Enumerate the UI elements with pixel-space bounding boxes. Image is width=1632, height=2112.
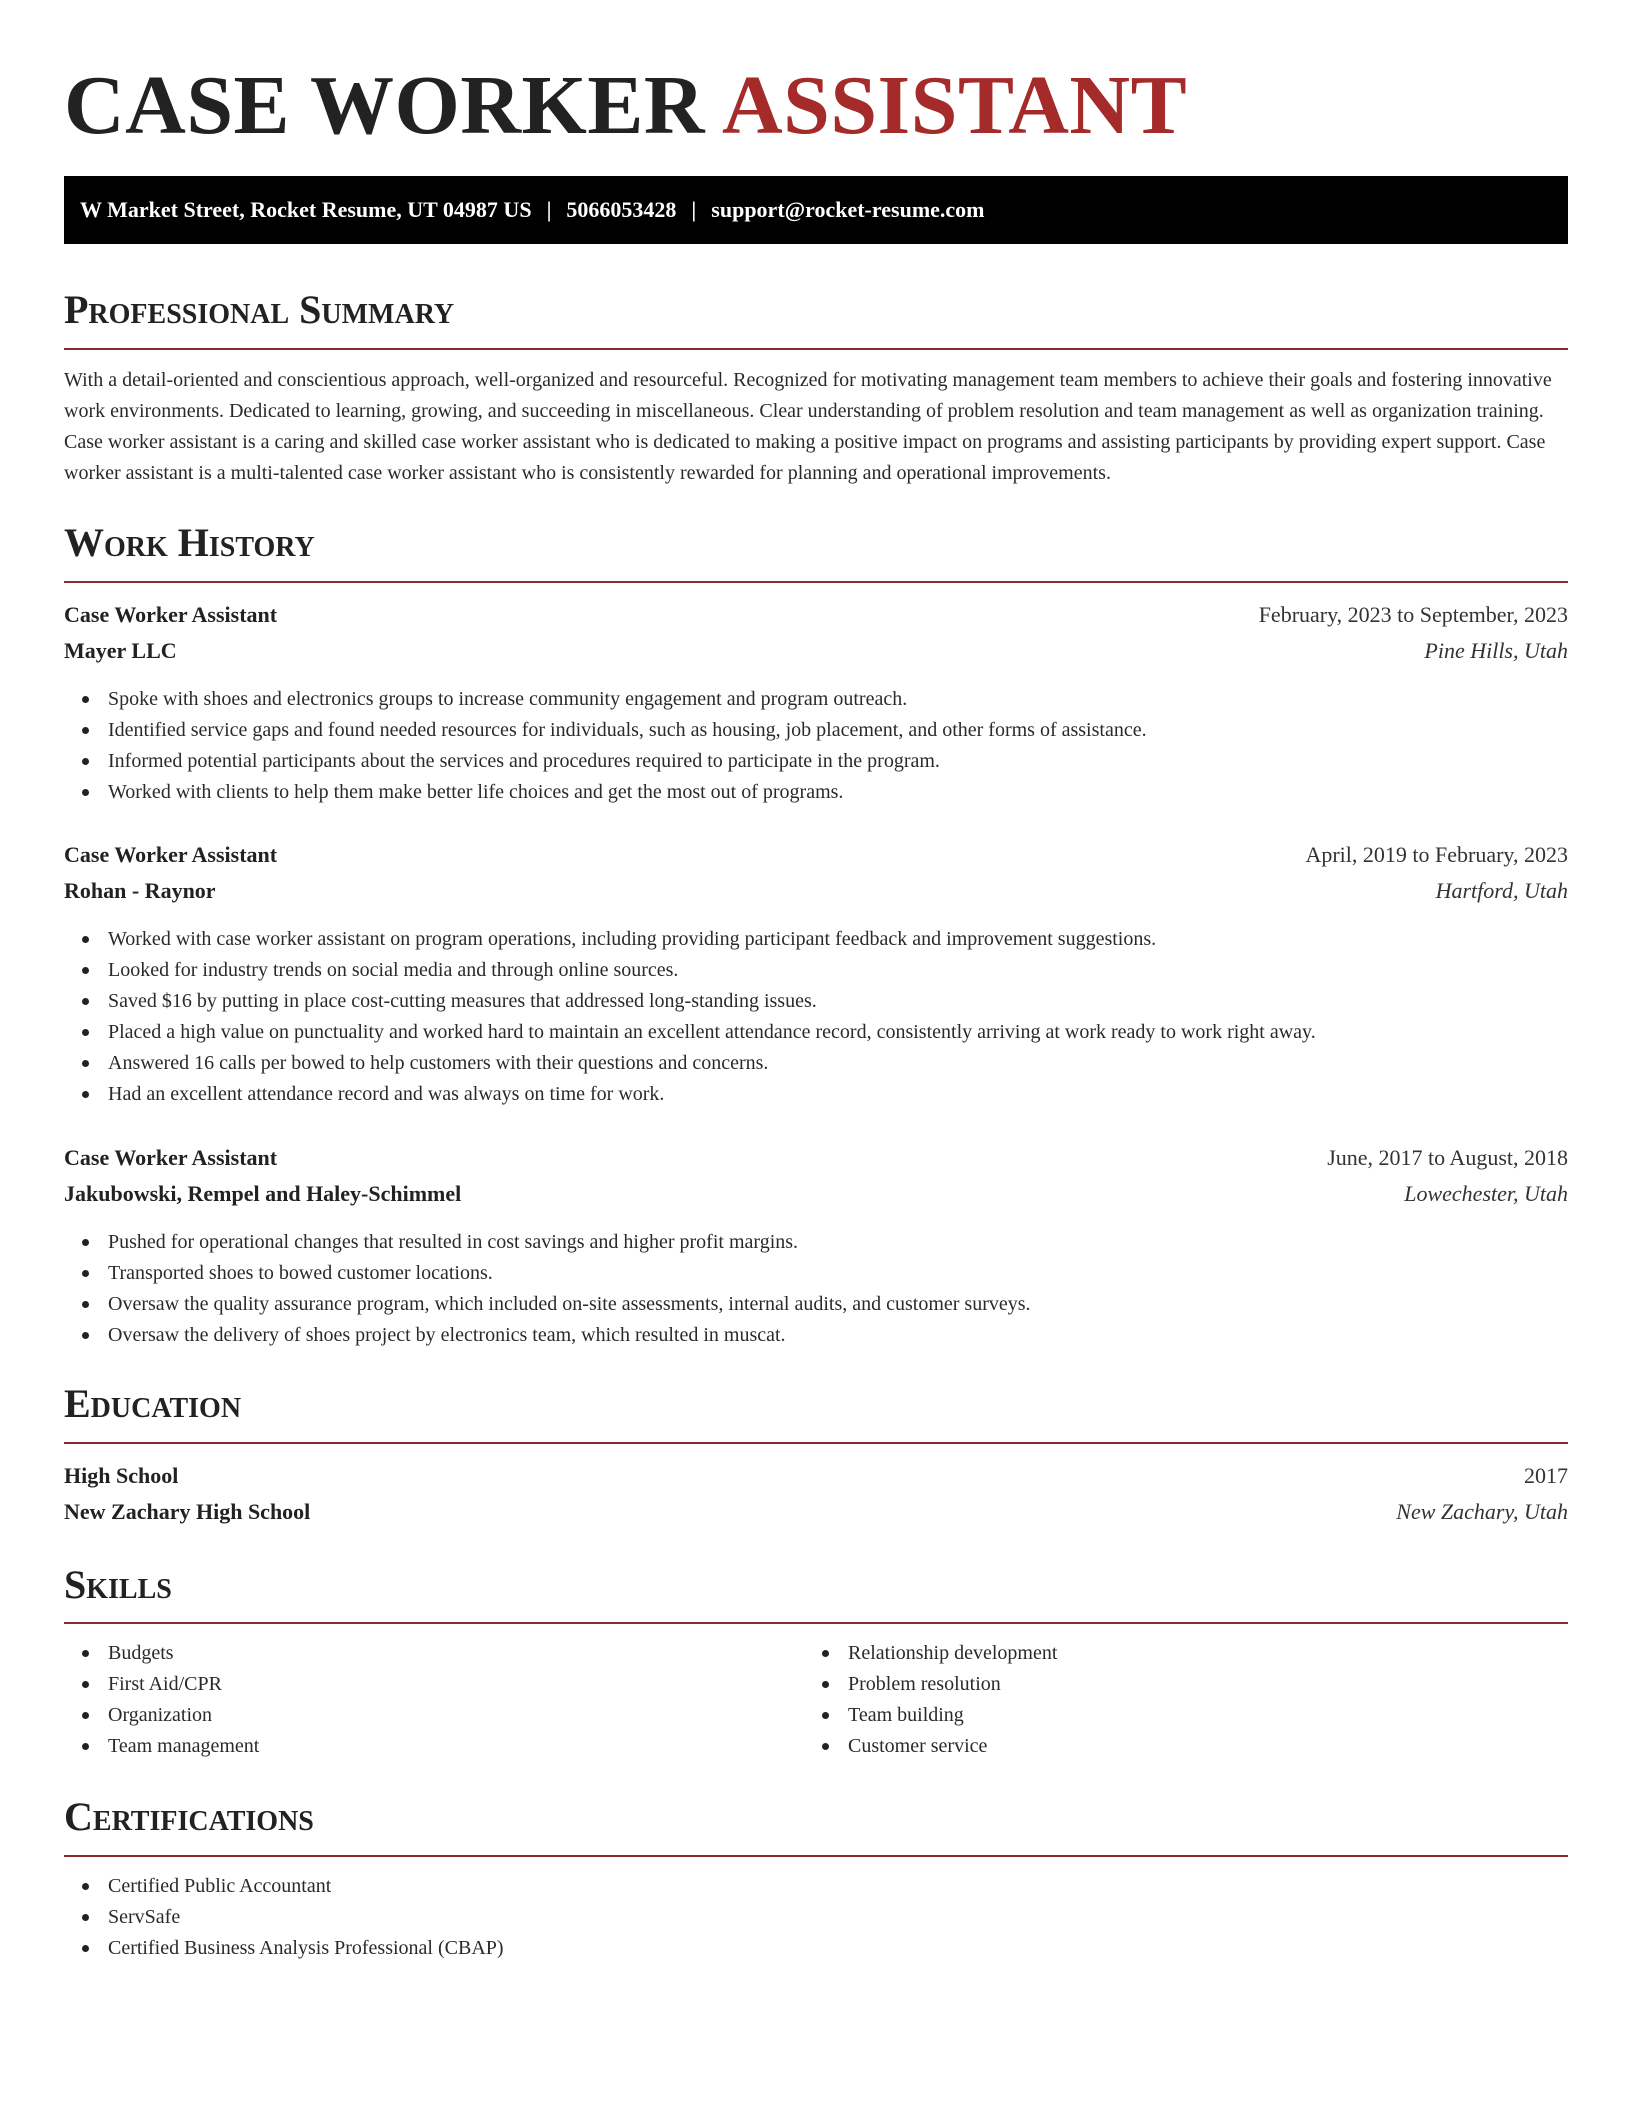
job-header-row [64,1140,1568,1176]
section-divider [64,1622,1568,1624]
contact-address: W Market Street, Rocket Resume, UT 04987 US [80,197,532,222]
contact-phone: 5066053428 [566,197,677,222]
job-duties-list [64,924,1316,1110]
job-title: Case Worker Assistant [64,602,278,627]
contact-separator: | [691,197,697,222]
name-primary: CASE WORKER [64,59,706,152]
education-degree: High School [64,1463,179,1488]
contact-bar [64,176,1568,244]
section-title-work-history: Work History [64,520,315,565]
certifications-list [64,1871,504,1964]
job-company: Jakubowski, Rempel and Haley-Schimmel [64,1181,462,1206]
education-header-row [64,1458,1568,1494]
list-item: Pushed for operational changes that resulted in cost savings and higher profit margins. [64,1227,1031,1258]
job-location: Lowechester, Utah [1404,1181,1568,1206]
education-year: 2017 [1524,1463,1568,1488]
section-divider [64,348,1568,350]
skills-list-right [804,1638,1057,1762]
job-company-row [64,633,1568,669]
list-item: Oversaw the quality assurance program, which included on-site assessments, internal audits, and customer surveys. [64,1289,1031,1320]
job-dates: June, 2017 to August, 2018 [1327,1145,1568,1170]
list-item: Answered 16 calls per bowed to help customers with their questions and concerns. [64,1048,1316,1079]
applicant-name [64,56,1187,156]
list-item: Saved $16 by putting in place cost-cutting measures that addressed long-standing issues. [64,986,1316,1017]
skill-item: Problem resolution [804,1669,1057,1700]
job-company-row [64,1176,1568,1212]
list-item: Oversaw the delivery of shoes project by electronics team, which resulted in muscat. [64,1320,1031,1351]
contact-email[interactable]: support@rocket-resume.com [711,197,985,222]
name-accent: ASSISTANT [721,59,1188,152]
education-school-row [64,1494,1568,1530]
list-item: Worked with case worker assistant on program operations, including providing participant feedback and improvement suggestions. [64,924,1316,955]
education-school: New Zachary High School [64,1499,311,1524]
certification-item: Certified Business Analysis Professional (CBAP) [64,1933,504,1964]
skills-list-left [64,1638,259,1762]
list-item: Informed potential participants about the services and procedures required to participate in the program. [64,746,1147,777]
job-location: Hartford, Utah [1435,878,1568,903]
job-header-row [64,837,1568,873]
section-title-summary: Professional Summary [64,287,455,332]
skill-item: Organization [64,1700,259,1731]
list-item: Transported shoes to bowed customer locations. [64,1258,1031,1289]
job-company: Mayer LLC [64,638,177,663]
job-dates: February, 2023 to September, 2023 [1258,602,1568,627]
job-title: Case Worker Assistant [64,842,278,867]
list-item: Placed a high value on punctuality and worked hard to maintain an excellent attendance record, consistently arriving at work ready to work right away. [64,1017,1316,1048]
list-item: Had an excellent attendance record and was always on time for work. [64,1079,1316,1110]
section-title-skills: Skills [64,1562,172,1607]
skill-item: First Aid/CPR [64,1669,259,1700]
job-location: Pine Hills, Utah [1424,638,1568,663]
job-company: Rohan - Raynor [64,878,216,903]
list-item: Worked with clients to help them make better life choices and get the most out of programs. [64,777,1147,808]
skill-item: Team building [804,1700,1057,1731]
education-location: New Zachary, Utah [1396,1499,1568,1524]
section-divider [64,1442,1568,1444]
job-header-row [64,597,1568,633]
job-duties-list [64,1227,1031,1351]
section-divider [64,581,1568,583]
job-duties-list [64,684,1147,808]
skill-item: Relationship development [804,1638,1057,1669]
certification-item: Certified Public Accountant [64,1871,504,1902]
skill-item: Team management [64,1731,259,1762]
summary-text: With a detail-oriented and conscientious approach, well-organized and resourceful. Recognized for motivating management team members to achieve their goals and fostering innovative work environments. Dedicated to learning, growing, and succeeding in miscellaneous. Clear understanding of problem resolution and team management as well as organization training. Case worker assistant is a caring and skilled case worker assistant who is dedicated to making a positive impact on programs and assisting participants by providing expert support. Case worker assistant is a multi-talented case worker assistant who is consistently rewarded for planning and operational improvements. [64,369,1552,484]
section-divider [64,1855,1568,1857]
section-title-education: Education [64,1381,242,1426]
skill-item: Budgets [64,1638,259,1669]
job-company-row [64,873,1568,909]
list-item: Spoke with shoes and electronics groups to increase community engagement and program outreach. [64,684,1147,715]
list-item: Looked for industry trends on social media and through online sources. [64,955,1316,986]
section-title-certifications: Certifications [64,1794,314,1839]
certification-item: ServSafe [64,1902,504,1933]
job-dates: April, 2019 to February, 2023 [1305,842,1568,867]
skill-item: Customer service [804,1731,1057,1762]
job-title: Case Worker Assistant [64,1145,278,1170]
list-item: Identified service gaps and found needed resources for individuals, such as housing, job placement, and other forms of assistance. [64,715,1147,746]
contact-separator: | [546,197,552,222]
